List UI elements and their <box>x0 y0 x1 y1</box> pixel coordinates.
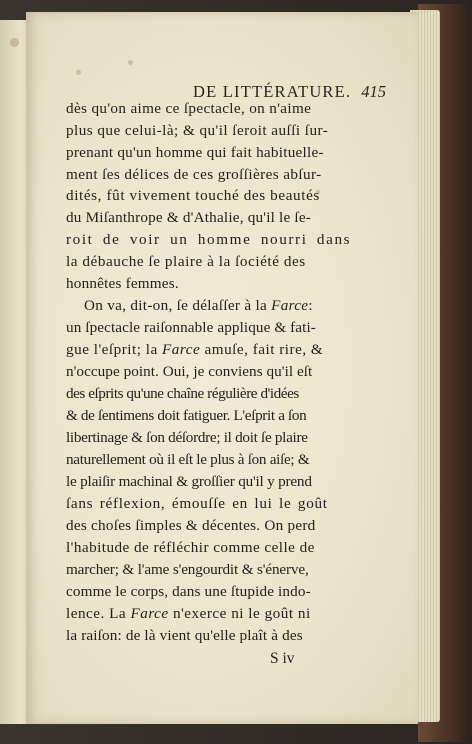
text-line: gue l'eſprit; la Farce amuſe, fait rire, & <box>66 341 324 358</box>
text-line: n'occupe point. Oui, je conviens qu'il eſt <box>66 363 313 380</box>
text-line: le plaiſir machinal & groſſier qu'il y prend <box>66 473 312 490</box>
text-line: lence. La Farce n'exerce ni le goût ni <box>66 605 311 622</box>
text-line: la raiſon: de là vient qu'elle plaît à des <box>66 627 303 644</box>
running-head-title: DE LITTÉRATURE. <box>193 82 352 101</box>
text-line: marcher; & l'ame s'engourdit & s'énerve, <box>66 561 309 578</box>
text-line: la débauche ſe plaire à la ſociété des <box>66 253 306 270</box>
text-line: ſans réflexion, émouſſe en lui le goût <box>66 495 328 512</box>
text-line: un ſpectacle raiſonnable applique & fati- <box>66 319 316 336</box>
text-line: naturellement où il eſt le plus à ſon aiſe; & <box>66 451 310 468</box>
text-line: dités, fût vivement touché des beautés <box>66 187 320 204</box>
text-line: du Miſanthrope & d'Athalie, qu'il le ſe- <box>66 209 312 226</box>
text-line: libertinage & ſon déſordre; il doit ſe plaire <box>66 429 308 446</box>
text-line: comme le corps, dans une ſtupide indo- <box>66 583 311 600</box>
text-line: On va, dit-on, ſe délaſſer à la Farce: <box>84 297 313 314</box>
text-line: des choſes ſimples & décentes. On perd <box>66 517 316 534</box>
text-line: des eſprits qu'une chaîne régulière d'idées <box>66 385 299 402</box>
text-line: ment ſes délices de ces groſſières abſur- <box>66 166 322 183</box>
text-line: dès qu'on aime ce ſpectacle, on n'aime <box>66 100 312 117</box>
text-line: prenant qu'un homme qui fait habituelle- <box>66 144 324 161</box>
signature-mark: S iv <box>270 650 295 667</box>
text-line: & de ſentimens doit fatiguer. L'eſprit a ſon <box>66 407 307 424</box>
text-line: honnêtes femmes. <box>66 275 179 292</box>
text-line: l'habitude de réfléchir comme celle de <box>66 539 315 556</box>
text-line: roit de voir un homme nourri dans <box>66 231 352 248</box>
page-number: 415 <box>361 82 386 101</box>
text-line: plus que celui-là; & qu'il ſeroit auſſi ſur- <box>66 122 329 139</box>
